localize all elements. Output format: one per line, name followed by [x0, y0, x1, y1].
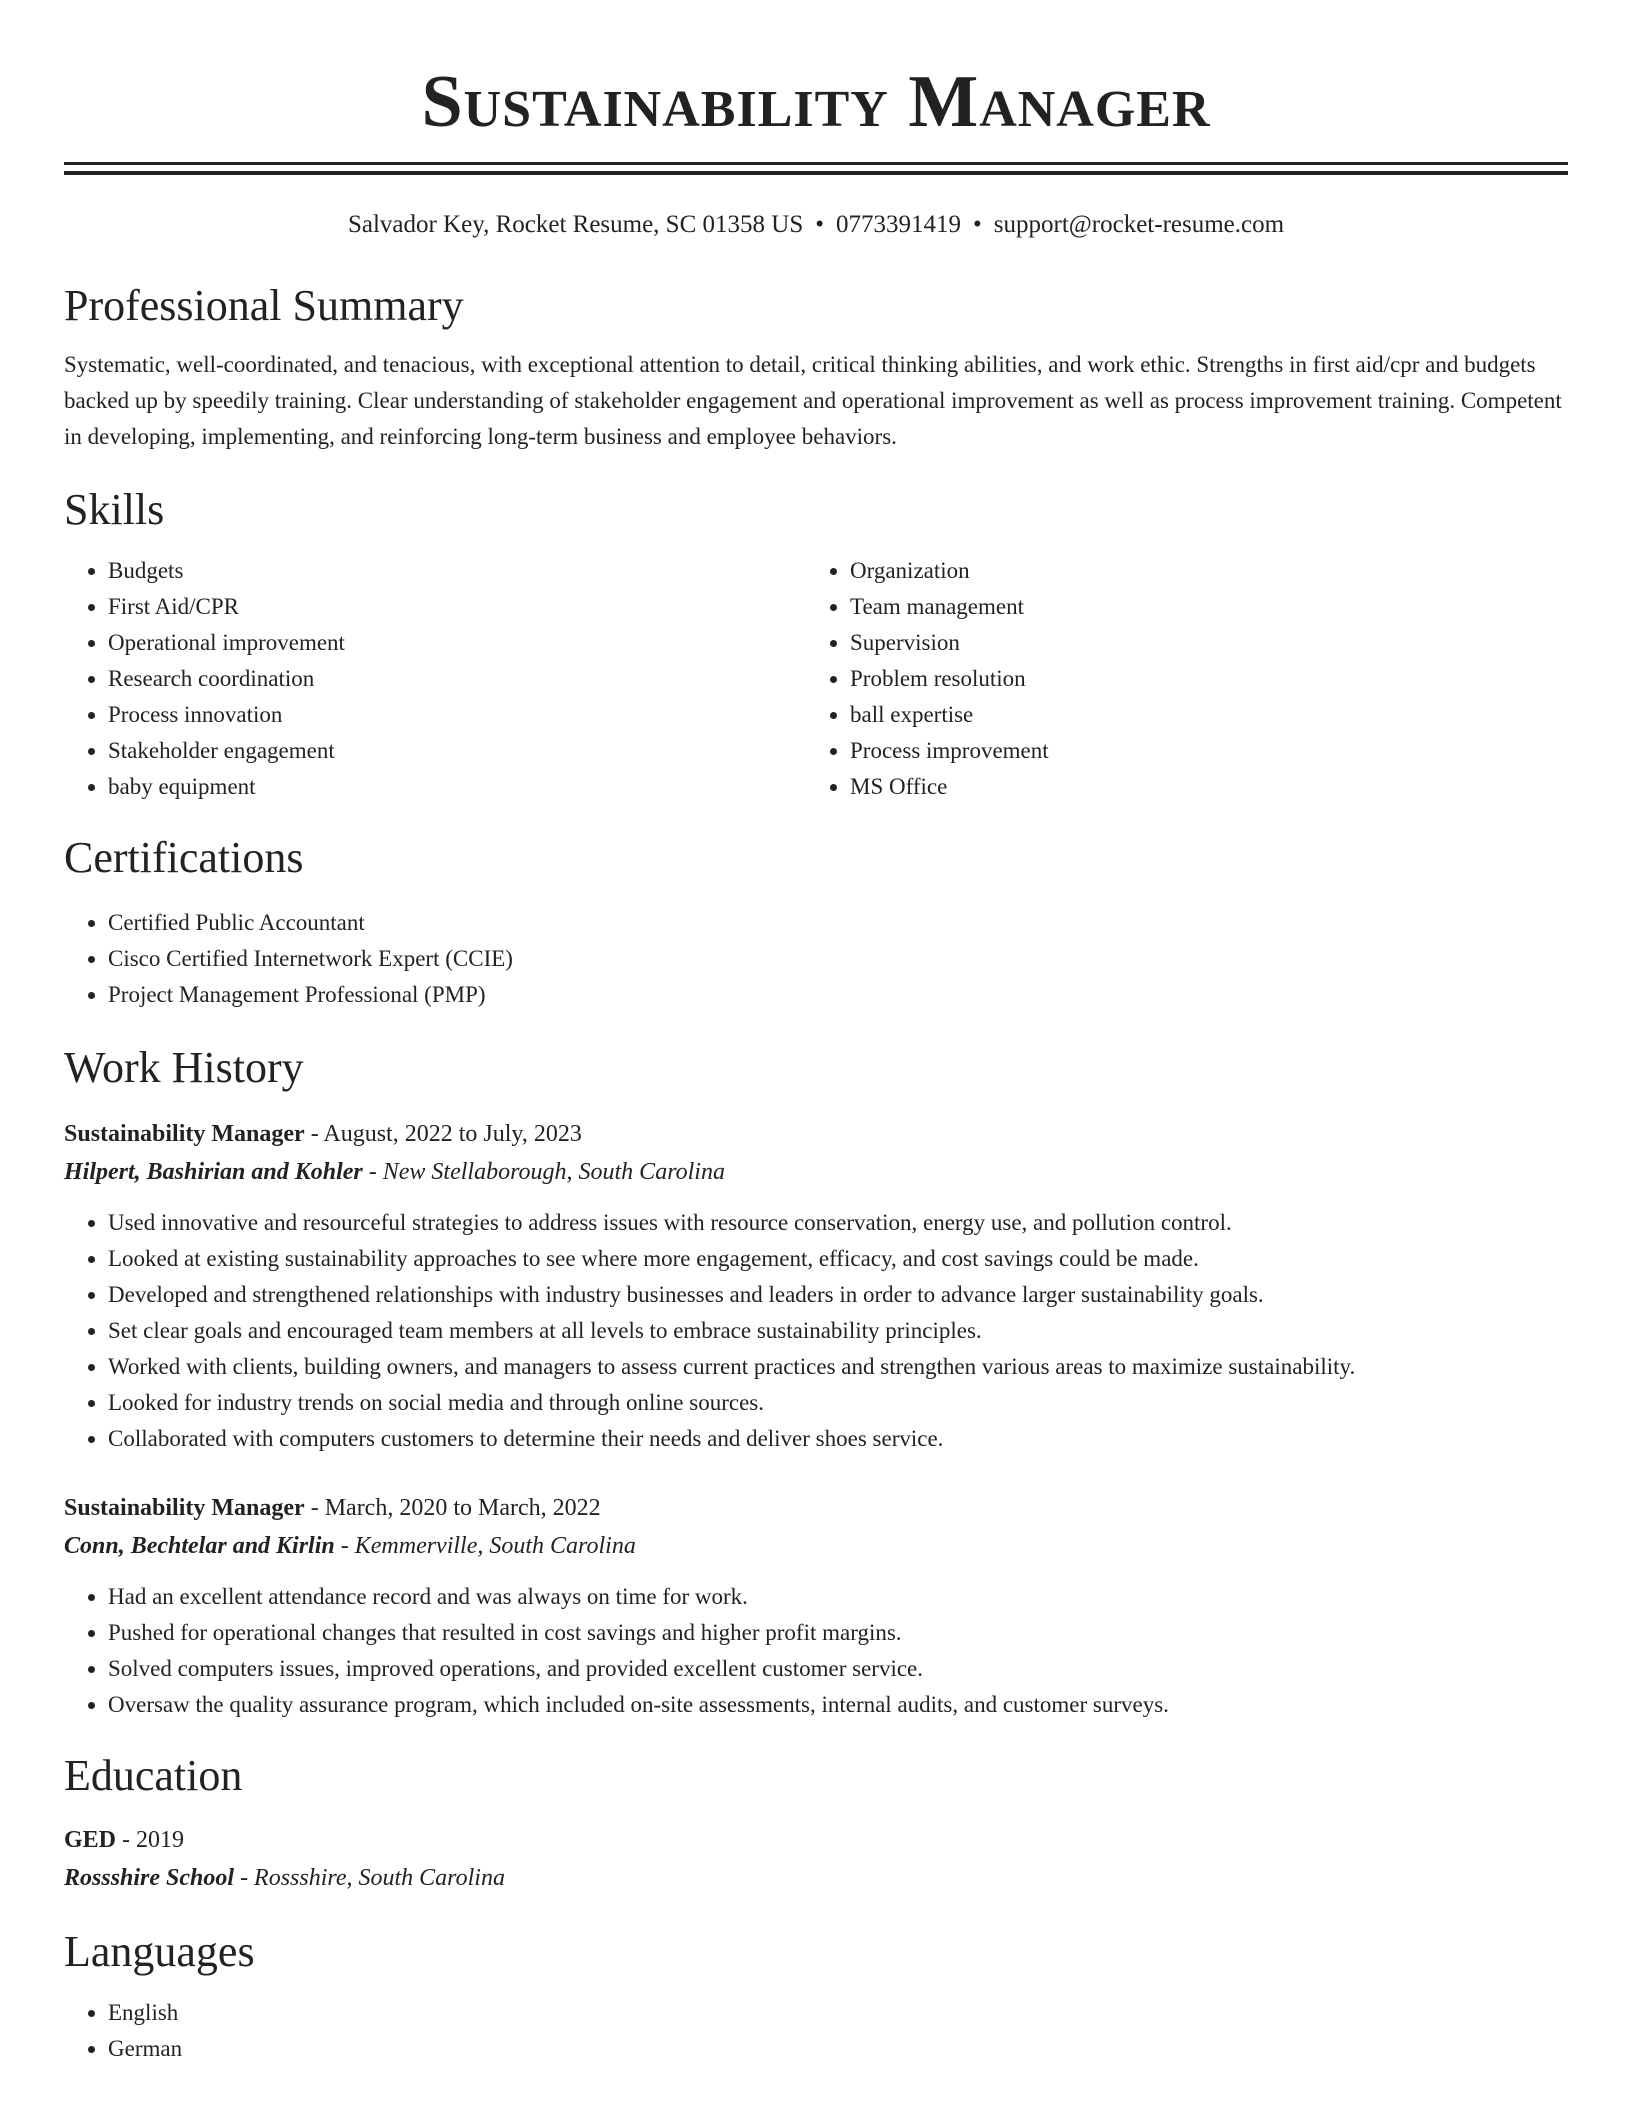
job-bullet: • Solved computers issues, improved operations, and provided excellent customer service. — [108, 1651, 1568, 1687]
languages-heading: Languages — [64, 1927, 255, 1976]
contact-email: support@rocket-resume.com — [993, 211, 1285, 238]
skill-item: • Team management — [850, 589, 1548, 625]
job-bullet: • Used innovative and resourceful strategies to address issues with resource conservation, energy use, and pollution control. — [108, 1205, 1568, 1241]
job-bullet: • Oversaw the quality assurance program, which included on-site assessments, internal audits, and customer surveys. — [108, 1687, 1568, 1723]
resume-title: Sustainability Manager — [421, 61, 1211, 143]
job-bullet: • Set clear goals and encouraged team members at all levels to embrace sustainability principles. — [108, 1313, 1568, 1349]
skill-item: • MS Office — [850, 769, 1548, 805]
job-bullet: • Had an excellent attendance record and was always on time for work. — [108, 1579, 1568, 1615]
skills-section — [64, 483, 1568, 805]
skill-item: • Problem resolution — [850, 661, 1548, 697]
education-entry — [64, 1821, 1568, 1897]
title-rule-top — [64, 162, 1568, 165]
summary-heading: Professional Summary — [64, 281, 464, 330]
languages-section — [64, 1925, 1568, 2067]
contact-phone: 0773391419 — [836, 211, 961, 238]
skills-list-left — [64, 553, 806, 805]
contact-address: Salvador Key, Rocket Resume, SC 01358 US — [347, 211, 804, 238]
skills-column-left — [64, 553, 806, 805]
job-title: Sustainability Manager — [64, 1121, 305, 1147]
job-bullets — [64, 1205, 1568, 1457]
languages-list — [64, 1995, 1568, 2067]
job-dates: - August, 2022 to July, 2023 — [310, 1121, 582, 1147]
title-rule-bottom — [64, 171, 1568, 175]
degree-year: - 2019 — [122, 1827, 185, 1853]
school-location: - Rossshire, South Carolina — [240, 1865, 505, 1891]
job-bullets — [64, 1579, 1568, 1723]
contact-line — [64, 209, 1568, 241]
employer-name: Conn, Bechtelar and Kirlin — [64, 1533, 335, 1559]
job-bullet: • Collaborated with computers customers to determine their needs and deliver shoes service. — [108, 1421, 1568, 1457]
skills-column-right — [806, 553, 1548, 805]
certification-item: • Certified Public Accountant — [108, 905, 1568, 941]
skill-item: • ball expertise — [850, 697, 1548, 733]
degree-name: GED — [64, 1827, 117, 1853]
skill-item: • Operational improvement — [108, 625, 806, 661]
job-bullet: • Looked for industry trends on social media and through online sources. — [108, 1385, 1568, 1421]
job-bullet: • Worked with clients, building owners, and managers to assess current practices and strengthen various areas to maximize sustainability. — [108, 1349, 1568, 1385]
education-heading: Education — [64, 1751, 243, 1800]
job-entry — [64, 1115, 1568, 1457]
job-bullet: • Looked at existing sustainability approaches to see where more engagement, efficacy, and cost savings could be made. — [108, 1241, 1568, 1277]
job-entry — [64, 1489, 1568, 1723]
skills-grid — [64, 553, 1568, 805]
skill-item: • Budgets — [108, 553, 806, 589]
employer-line — [64, 1527, 1568, 1565]
employer-line — [64, 1153, 1568, 1191]
resume-page — [64, 0, 1568, 2067]
skill-item: • First Aid/CPR — [108, 589, 806, 625]
degree-line — [64, 1821, 1568, 1859]
job-title-line — [64, 1489, 1568, 1527]
work-history-section — [64, 1041, 1568, 1723]
skills-list-right — [806, 553, 1548, 805]
language-item: • German — [108, 2031, 1568, 2067]
employer-location: - New Stellaborough, South Carolina — [368, 1159, 725, 1185]
contact-separator: • — [973, 211, 982, 238]
language-item: • English — [108, 1995, 1568, 2031]
job-bullet: • Developed and strengthened relationships with industry businesses and leaders in order to advance larger sustainability goals. — [108, 1277, 1568, 1313]
certification-item: • Cisco Certified Internetwork Expert (CCIE) — [108, 941, 1568, 977]
job-title: Sustainability Manager — [64, 1495, 305, 1521]
certification-item: • Project Management Professional (PMP) — [108, 977, 1568, 1013]
school-line — [64, 1859, 1568, 1897]
skill-item: • Organization — [850, 553, 1548, 589]
school-name: Rossshire School — [64, 1865, 235, 1891]
skill-item: • Supervision — [850, 625, 1548, 661]
job-bullet: • Pushed for operational changes that resulted in cost savings and higher profit margins. — [108, 1615, 1568, 1651]
job-dates: - March, 2020 to March, 2022 — [310, 1495, 601, 1521]
skill-item: • baby equipment — [108, 769, 806, 805]
summary-text: Systematic, well-coordinated, and tenacious, with exceptional attention to detail, critical thinking abilities, and work ethic. Strengths in first aid/cpr and budgets backed up by speedily training. Clear understanding of stakeholder engagement and operational improvement as well as process improvement training. Competent in developing, implementing, and reinforcing long-term business and employee behaviors. — [64, 352, 1562, 449]
certifications-heading: Certifications — [64, 833, 304, 882]
skill-item: • Research coordination — [108, 661, 806, 697]
skill-item: • Process improvement — [850, 733, 1548, 769]
certifications-list — [64, 905, 1568, 1013]
education-section — [64, 1749, 1568, 1897]
certifications-section — [64, 831, 1568, 1013]
contact-separator: • — [815, 211, 824, 238]
work-history-heading: Work History — [64, 1043, 304, 1092]
skill-item: • Stakeholder engagement — [108, 733, 806, 769]
employer-location: - Kemmerville, South Carolina — [340, 1533, 636, 1559]
skills-heading: Skills — [64, 485, 165, 534]
employer-name: Hilpert, Bashirian and Kohler — [64, 1159, 363, 1185]
summary-section — [64, 279, 1568, 455]
job-title-line — [64, 1115, 1568, 1153]
skill-item: • Process innovation — [108, 697, 806, 733]
